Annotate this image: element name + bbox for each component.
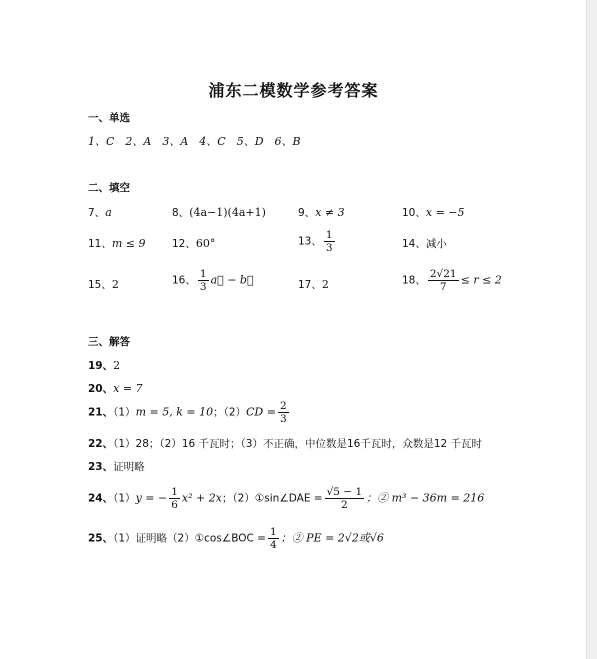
answer-19: 19、2 — [88, 359, 121, 372]
fraction: $\frac{1}{3}$ — [199, 268, 207, 294]
answer-14: 14、减小 — [402, 238, 447, 250]
answer-8: 8、(4a−1)(4a+1) — [172, 206, 266, 219]
answer-10: 10、x = −5 — [402, 206, 465, 219]
page-edge — [586, 0, 597, 659]
answer-24: 24、（1）y = − $\frac{1}{6}$ x² + 2x；（2）①sin∠DAE = $\frac{√5 - 1}{2}$ ；② m³ − 36m = 216 — [88, 486, 485, 512]
answer-18: 18、 $\frac{2√21}{7}$ ≤ r ≤ 2 — [402, 268, 502, 294]
fraction: $\frac{2√21}{7}$ — [429, 268, 457, 294]
section-single-choice: 一、单选 — [88, 112, 130, 124]
answer-7: 7、a — [88, 206, 112, 219]
answer-25: 25、（1）证明略（2）①cos∠BOC = $\frac{1}{4}$ ；② PE = 2√2或√6 — [88, 526, 384, 552]
single-choice-answers: 1、C 2、A 3、A 4、C 5、D 6、B — [88, 135, 301, 148]
fraction: $\frac{2}{3}$ — [279, 400, 287, 426]
fraction: $\frac{1}{3}$ — [325, 229, 333, 255]
answer-9: 9、x ≠ 3 — [298, 206, 345, 219]
answer-21: 21、（1）m = 5, k = 10；（2）CD = $\frac{2}{3}$ — [88, 400, 287, 426]
fraction: $\frac{1}{6}$ — [171, 486, 178, 512]
fraction: $\frac{1}{4}$ — [269, 526, 277, 552]
answer-20: 20、x = 7 — [88, 382, 143, 395]
answer-23: 23、证明略 — [88, 461, 145, 473]
section-solutions: 三、解答 — [88, 336, 130, 348]
answer-16: 16、 $\frac{1}{3}$ a⃗ − b⃗ — [172, 268, 254, 294]
answer-11: 11、m ≤ 9 — [88, 237, 146, 250]
page-title: 浦东二模数学参考答案 — [208, 81, 379, 100]
section-fill-blank: 二、填空 — [88, 182, 130, 194]
answer-22: 22、（1）28；（2）16 千瓦时；（3）不正确，中位数是16千瓦时，众数是12 千瓦时 — [88, 438, 483, 450]
answer-17: 17、2 — [298, 278, 329, 291]
answer-13: 13、 $\frac{1}{3}$ — [298, 229, 333, 255]
answer-12: 12、60° — [172, 237, 216, 250]
answer-15: 15、2 — [88, 278, 119, 291]
fraction: $\frac{√5 - 1}{2}$ — [326, 486, 363, 512]
